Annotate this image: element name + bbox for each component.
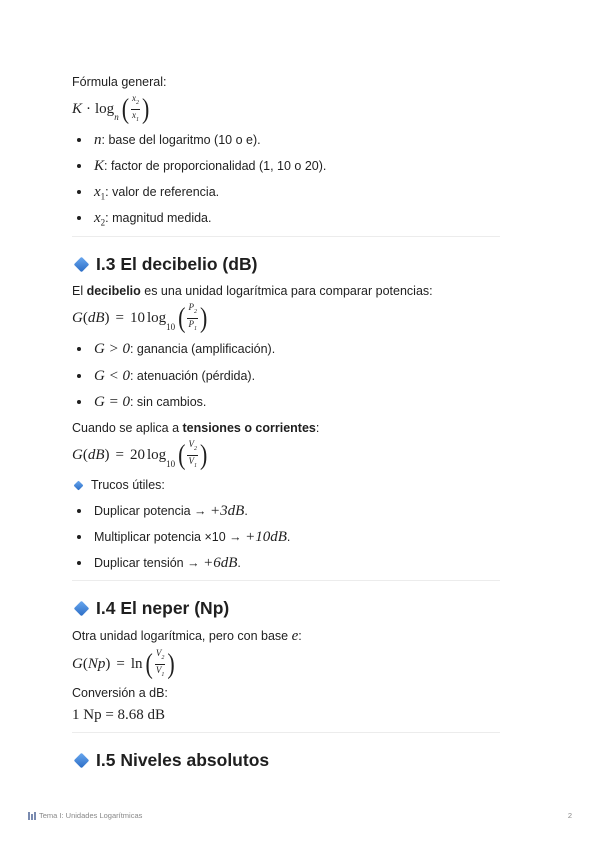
conversion-formula: 1 Np = 8.68 dB [72,707,166,723]
db-voltage-formula: G ( dB ) = 20 log $_{10}$ ( $\frac{V_2}{V_1}$ ) [72,438,208,471]
book-icon [28,812,36,820]
page-footer [28,811,142,820]
tricks-label: Trucos útiles: [72,477,165,493]
conversion-label: Conversión a dB: [72,686,168,700]
diamond-icon [74,753,90,769]
footer-title: Tema I: Unidades Logarítmicas [39,811,143,820]
db-power-formula: G ( dB ) = 10 log $_{10}$ ( $\frac{P_2}{P_1}$ ) [72,301,208,334]
voltage-current-description: Cuando se aplica a tensiones o corrientes: [72,421,320,435]
divider [72,236,500,237]
section-heading-decibelio: I.3 El decibelio (dB) [72,254,257,275]
decibelio-description: El decibelio es una unidad logarítmica para comparar potencias: [72,284,433,298]
section-heading-niveles: I.5 Niveles absolutos [72,750,269,771]
general-formula: K · log $_n$ ( $\frac{x_2}{x_1}$ ) [72,92,150,125]
neper-description: Otra unidad logarítmica, pero con base e: [72,628,302,644]
diamond-icon [74,257,90,273]
divider [72,732,500,733]
page-number: 2 [567,811,572,820]
diamond-icon [74,480,84,490]
diamond-icon [74,601,90,617]
neper-formula: G ( Np ) = ln ( $\frac{V_2}{V_1}$ ) [72,647,175,680]
divider [72,580,500,581]
general-formula-label: Fórmula general: [72,75,167,89]
section-heading-neper: I.4 El neper (Np) [72,598,229,619]
